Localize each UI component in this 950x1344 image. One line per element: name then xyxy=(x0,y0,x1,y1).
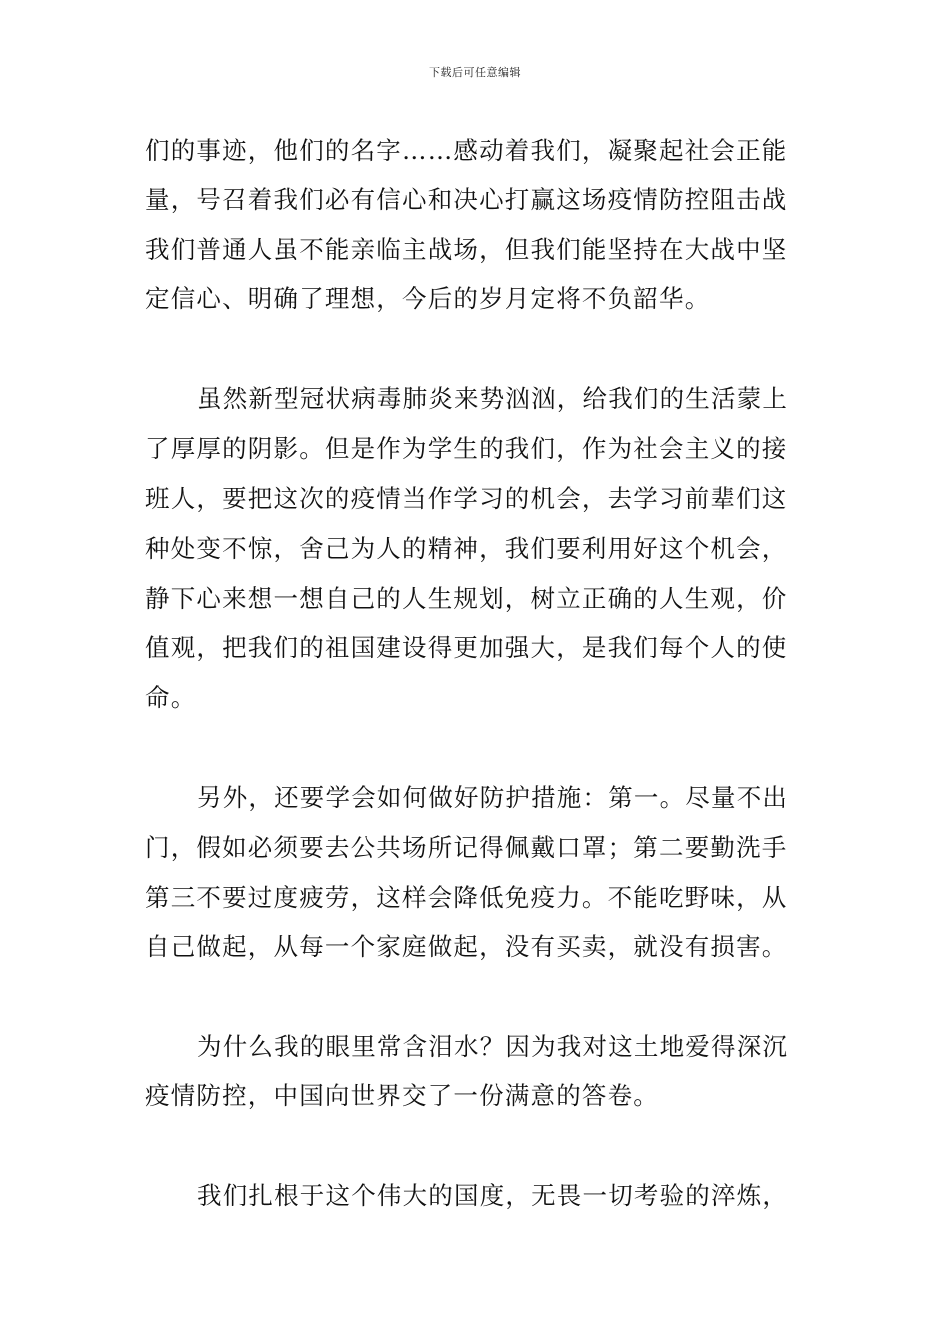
paragraph-4-line-1: 为什么我的眼里常含泪水？因为我对这土地爱得深沉 xyxy=(197,1032,789,1061)
paragraph-2-line-4: 种处变不惊，舍己为人的精神，我们要利用好这个机会， xyxy=(145,534,788,563)
paragraph-1-line-3: 我们普通人虽不能亲临主战场，但我们能坚持在大战中坚 xyxy=(145,235,788,264)
paragraph-1-line-4: 定信心、明确了理想，今后的岁月定将不负韶华。 xyxy=(145,284,711,313)
header-note: 下载后可任意编辑 xyxy=(429,66,521,79)
paragraph-2-line-5: 静下心来想一想自己的人生规划，树立正确的人生观，价 xyxy=(145,584,788,613)
paragraph-2-line-1: 虽然新型冠状病毒肺炎来势汹汹，给我们的生活蒙上 xyxy=(197,384,789,413)
paragraph-1-line-2: 量，号召着我们必有信心和决心打赢这场疫情防控阻击战 xyxy=(145,185,788,214)
paragraph-3-line-2: 门，假如必须要去公共场所记得佩戴口罩；第二要勤洗手 xyxy=(145,833,788,862)
paragraph-2-line-7: 命。 xyxy=(145,683,197,712)
paragraph-3-line-4: 自己做起，从每一个家庭做起，没有买卖，就没有损害。 xyxy=(145,932,788,961)
paragraph-3-line-3: 第三不要过度疲劳，这样会降低免疫力。不能吃野味，从 xyxy=(145,883,788,912)
paragraph-1-line-1: 们的事迹，他们的名字……感动着我们，凝聚起社会正能 xyxy=(145,136,788,165)
paragraph-2-line-6: 值观，把我们的祖国建设得更加强大，是我们每个人的使 xyxy=(145,633,788,662)
paragraph-5-line-1: 我们扎根于这个伟大的国度，无畏一切考验的淬炼， xyxy=(197,1181,789,1210)
paragraph-2-line-3: 班人，要把这次的疫情当作学习的机会，去学习前辈们这 xyxy=(145,484,788,513)
paragraph-3-line-1: 另外，还要学会如何做好防护措施：第一。尽量不出 xyxy=(197,783,789,812)
paragraph-2-line-2: 了厚厚的阴影。但是作为学生的我们，作为社会主义的接 xyxy=(145,434,788,463)
paragraph-4-line-2: 疫情防控，中国向世界交了一份满意的答卷。 xyxy=(145,1081,659,1110)
